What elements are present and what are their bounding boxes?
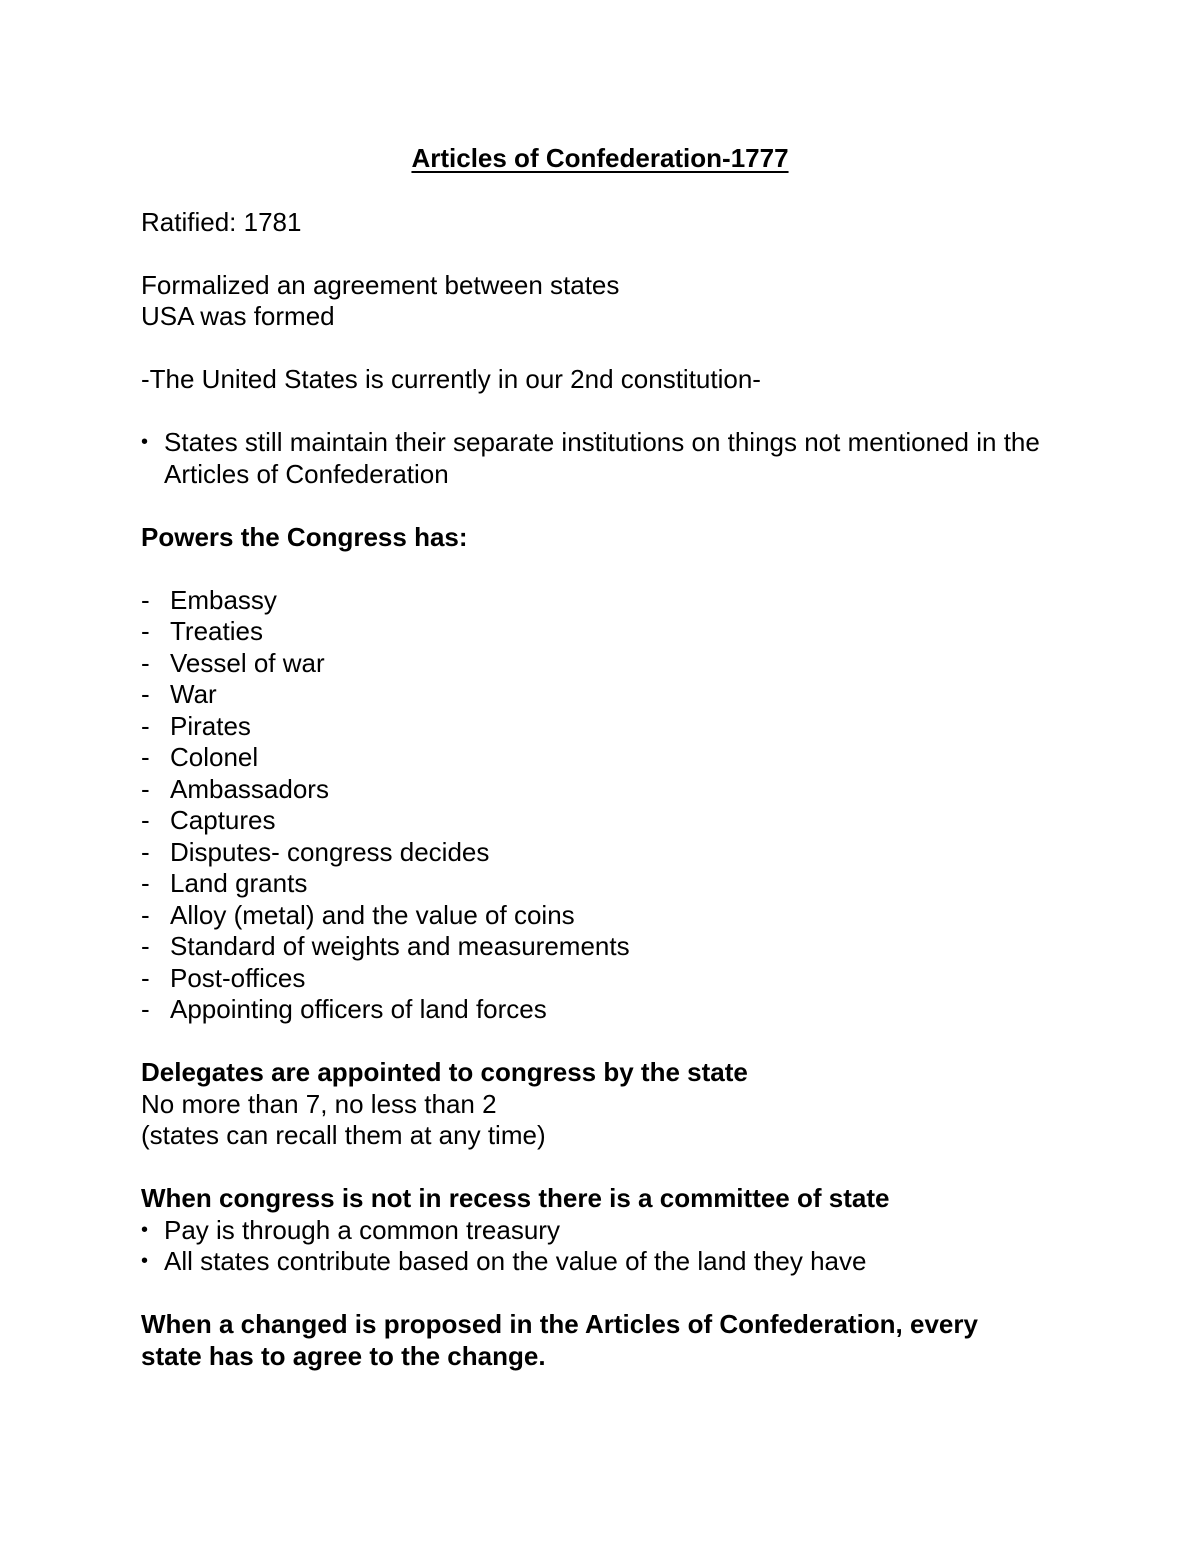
constitution-note: -The United States is currently in our 2nd constitution- [141, 364, 761, 394]
delegates-heading: Delegates are appointed to congress by the state [141, 1057, 748, 1087]
committee-bullet [141, 1215, 1071, 1247]
power-item-text: Colonel [170, 742, 259, 772]
amendment-note: When a changed is proposed in the Articles of Confederation, every state has to agree to the change. [141, 1309, 978, 1371]
power-item-text: Treaties [170, 616, 263, 646]
power-item [141, 994, 1071, 1026]
power-item [141, 616, 1071, 648]
power-item-text: Land grants [170, 868, 308, 898]
dash-marker: - [141, 931, 150, 961]
dash-marker: - [141, 994, 150, 1024]
power-item-text: Post-offices [170, 962, 306, 993]
power-item-text: Vessel of war [170, 647, 325, 678]
power-item-text: Alloy (metal) and the value of coins [170, 899, 575, 930]
dash-marker: - [141, 899, 150, 930]
dash-marker: - [141, 962, 150, 993]
dash-marker: - [141, 584, 150, 615]
powers-heading: Powers the Congress has: [141, 521, 468, 552]
document-title: Articles of Confederation-1777 [411, 143, 789, 173]
power-item-text: Pirates [170, 710, 251, 741]
dash-marker: - [141, 836, 150, 867]
document-body [141, 143, 1071, 1372]
delegates-line-1: No more than 7, no less than 2 [141, 1088, 497, 1119]
power-item-text: Captures [170, 805, 276, 835]
dash-marker: - [141, 647, 150, 678]
power-item [141, 711, 1071, 743]
power-item [141, 837, 1071, 869]
power-item [141, 868, 1071, 900]
committee-heading: When congress is not in recess there is a committee of state [141, 1183, 890, 1213]
ratified-date: Ratified: 1781 [141, 206, 302, 237]
power-item-text: Standard of weights and measurements [170, 931, 630, 961]
intro-line-1: Formalized an agreement between states [141, 269, 620, 300]
dash-marker: - [141, 773, 150, 804]
power-item [141, 963, 1071, 995]
power-item [141, 805, 1071, 837]
dash-marker: - [141, 710, 150, 741]
powers-list [141, 585, 1071, 1026]
dash-marker: - [141, 616, 150, 646]
power-item [141, 648, 1071, 680]
power-item-text: Embassy [170, 584, 277, 615]
dash-marker: - [141, 805, 150, 835]
power-item [141, 585, 1071, 617]
bullet-text: Pay is through a common treasury [164, 1214, 560, 1245]
intro-line-2: USA was formed [141, 301, 335, 331]
committee-bullet [141, 1246, 1071, 1278]
power-item-text: Appointing officers of land forces [170, 994, 547, 1024]
power-item-text: Ambassadors [170, 773, 329, 804]
bullet-text: States still maintain their separate institutions on things not mentioned in the Articles of Confederation [164, 427, 1040, 489]
power-item-text: Disputes- congress decides [170, 836, 490, 867]
dash-marker: - [141, 679, 150, 709]
power-item [141, 900, 1071, 932]
power-item [141, 742, 1071, 774]
delegates-line-2: (states can recall them at any time) [141, 1120, 546, 1150]
power-item [141, 931, 1071, 963]
bullet-text: All states contribute based on the value of the land they have [164, 1246, 867, 1276]
power-item [141, 774, 1071, 806]
power-item [141, 679, 1071, 711]
bullet-marker: • [141, 1250, 149, 1272]
power-item-text: War [170, 679, 217, 709]
bullet-marker: • [141, 431, 149, 453]
bullet-marker: • [141, 1218, 149, 1241]
dash-marker: - [141, 742, 150, 772]
dash-marker: - [141, 868, 150, 898]
state-institutions-bullet [141, 427, 1082, 490]
